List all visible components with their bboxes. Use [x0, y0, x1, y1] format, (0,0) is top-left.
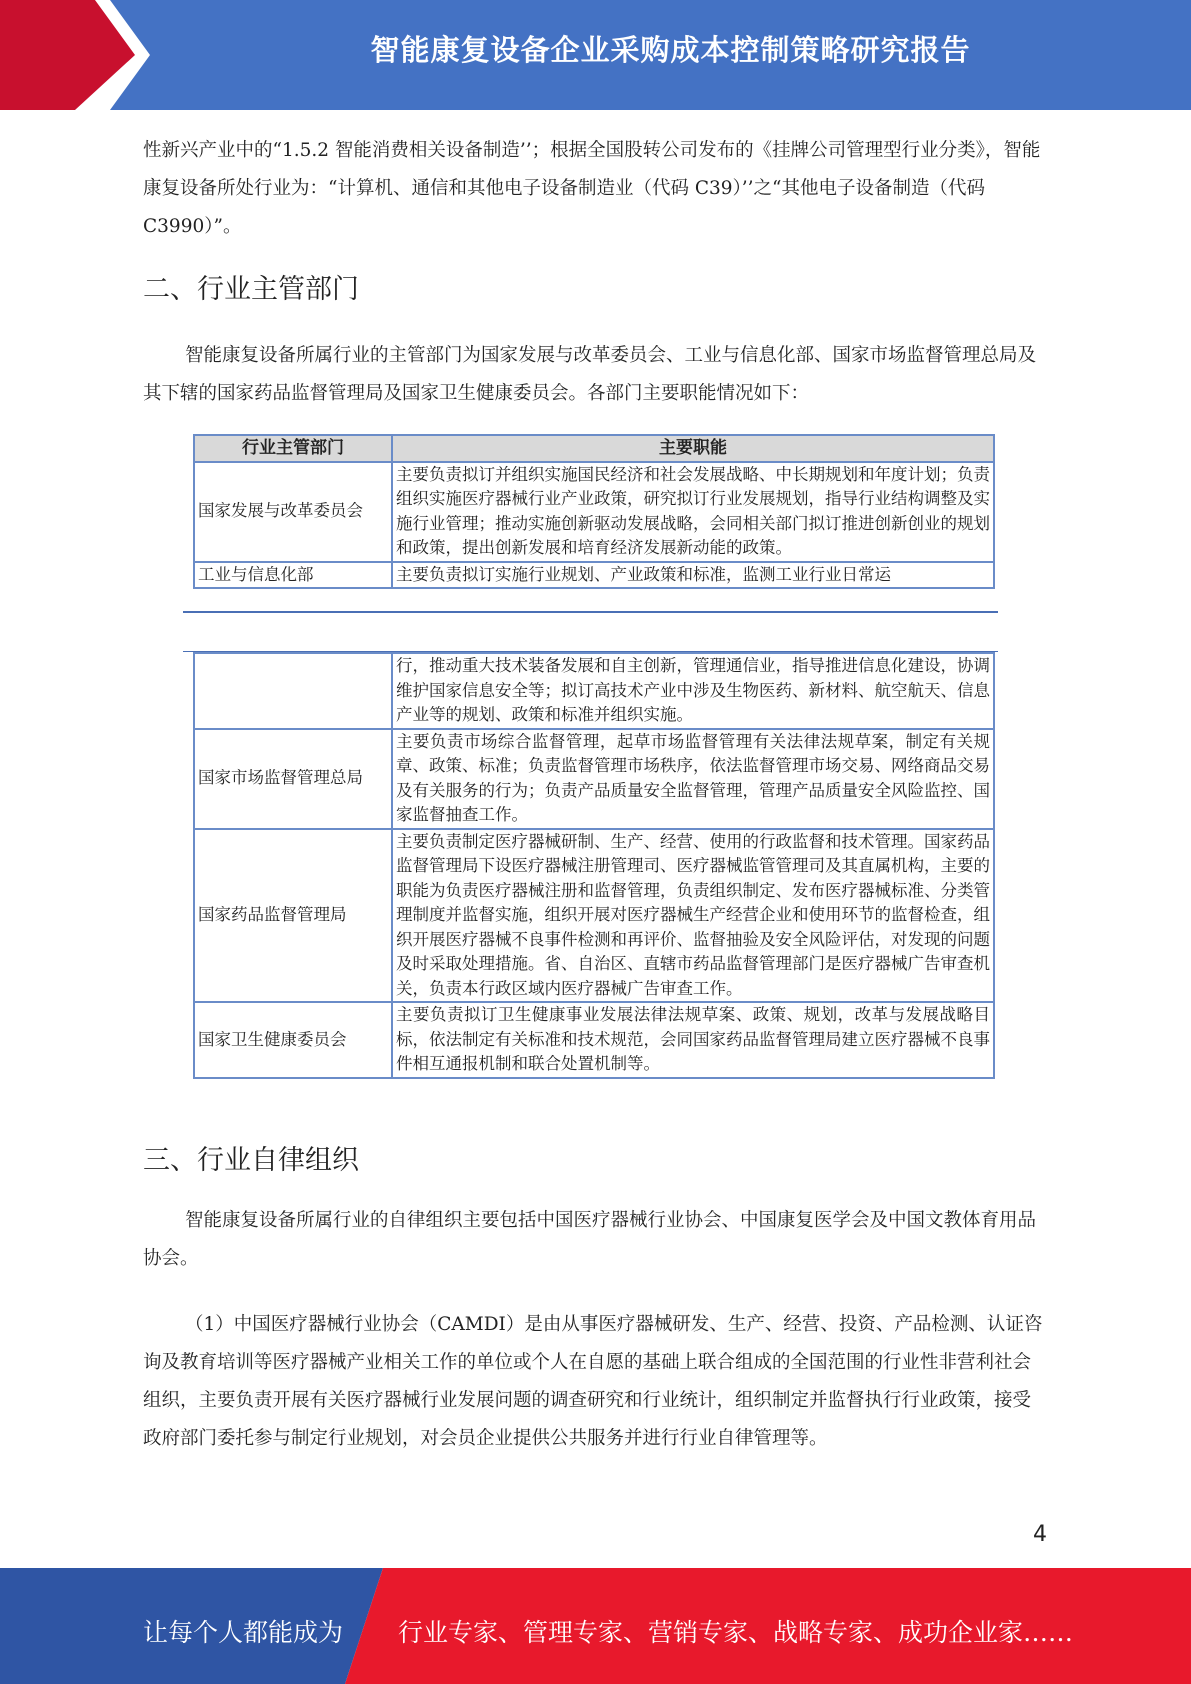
duty-cell: 主要负责拟订实施行业规划、产业政策和标准，监测工业行业日常运 — [392, 562, 994, 589]
regulators-paragraph: 智能康复设备所属行业的主管部门为国家发展与改革委员会、工业与信息化部、国家市场监督管理总局及其下辖的国家药品监督管理局及国家卫生健康委员会。各部门主要职能情况如下： — [143, 345, 1037, 404]
page-header — [0, 0, 1191, 110]
table-break-line-bottom — [183, 611, 998, 613]
regulators-table-part2 — [193, 652, 995, 1079]
footer-slogan-right: 行业专家、管理专家、营销专家、战略专家、成功企业家…… — [398, 1618, 1074, 1647]
table-row — [194, 462, 994, 562]
section-heading-self-regulation: 三、行业自律组织 — [143, 1145, 359, 1176]
dept-cell: 国家发展与改革委员会 — [194, 462, 392, 562]
duty-cell: 主要负责市场综合监督管理，起草市场监督管理有关法律法规草案，制定有关规章、政策、标准；负责监督管理市场秩序，依法监督管理市场交易、网络商品交易及有关服务的行为；负责产品质量安全监督管理，管理产品质量安全风险监控、国家监督抽查工作。 — [392, 729, 994, 829]
table-row — [194, 653, 994, 729]
footer-slogan-left: 让每个人都能成为 — [143, 1618, 344, 1647]
table-header-row — [194, 435, 994, 462]
dept-cell: 国家市场监督管理总局 — [194, 729, 392, 829]
page-footer — [0, 1568, 1191, 1684]
self-regulation-paragraph-2: （1）中国医疗器械行业协会（CAMDI）是由从事医疗器械研发、生产、经营、投资、产品检测、认证咨询及教育培训等医疗器械产业相关工作的单位或个人在自愿的基础上联合组成的全国范围的行业性非营利社会组织，主要负责开展有关医疗器械行业发展问题的调查研究和行业统计，组织制定并监督执行行业政策，接受政府部门委托参与制定行业规划，对会员企业提供公共服务并进行行业自律管理等。 — [143, 1314, 1043, 1449]
duty-cell: 主要负责拟订卫生健康事业发展法律法规草案、政策、规划，改革与发展战略目标，依法制定有关标准和技术规范，会同国家药品监督管理局建立医疗器械不良事件相互通报机制和联合处置机制等。 — [392, 1002, 994, 1078]
table-row — [194, 562, 994, 589]
table-row — [194, 729, 994, 829]
table-row — [194, 829, 994, 1003]
duty-cell: 主要负责制定医疗器械研制、生产、经营、使用的行政监督和技术管理。国家药品监督管理局下设医疗器械注册管理司、医疗器械监管管理司及其直属机构，主要的职能为负责医疗器械注册和监督管理，负责组织制定、发布医疗器械标准、分类管理制度并监督实施，组织开展对医疗器械生产经营企业和使用环节的监督检查，组织开展医疗器械不良事件检测和再评价、监督抽验及安全风险评估，对发现的问题及时采取处理措施。省、自治区、直辖市药品监督管理部门是医疗器械广告审查机关，负责本行政区域内医疗器械广告审查工作。 — [392, 829, 994, 1003]
regulators-table-part1 — [193, 434, 995, 589]
dept-cell: 国家卫生健康委员会 — [194, 1002, 392, 1078]
page-number: 4 — [1033, 1522, 1047, 1547]
table-row — [194, 1002, 994, 1078]
duty-cell: 行，推动重大技术装备发展和自主创新，管理通信业，指导推进信息化建设，协调维护国家信息安全等；拟订高技术产业中涉及生物医药、新材料、航空航天、信息产业等的规划、政策和标准并组织实施。 — [392, 653, 994, 729]
report-title: 智能康复设备企业采购成本控制策略研究报告 — [370, 33, 971, 67]
intro-paragraph: 性新兴产业中的“1.5.2 智能消费相关设备制造’’；根据全国股转公司发布的《挂牌公司管理型行业分类》，智能康复设备所处行业为：“计算机、通信和其他电子设备制造业（代码 C39）’’之“其他电子设备制造（代码 C3990）”。 — [143, 140, 1041, 237]
dept-cell — [194, 653, 392, 729]
dept-cell: 国家药品监督管理局 — [194, 829, 392, 1003]
dept-cell: 工业与信息化部 — [194, 562, 392, 589]
self-regulation-paragraph-1: 智能康复设备所属行业的自律组织主要包括中国医疗器械行业协会、中国康复医学会及中国文教体育用品协会。 — [143, 1210, 1037, 1269]
table-header-dept: 行业主管部门 — [194, 435, 392, 462]
section-heading-regulators: 二、行业主管部门 — [143, 274, 359, 305]
duty-cell: 主要负责拟订并组织实施国民经济和社会发展战略、中长期规划和年度计划；负责组织实施医疗器械行业产业政策，研究拟订行业发展规划，指导行业结构调整及实施行业管理；推动实施创新驱动发展战略，会同相关部门拟订推进创新创业的规划和政策，提出创新发展和培育经济发展新动能的政策。 — [392, 462, 994, 562]
table-header-duty: 主要职能 — [392, 435, 994, 462]
